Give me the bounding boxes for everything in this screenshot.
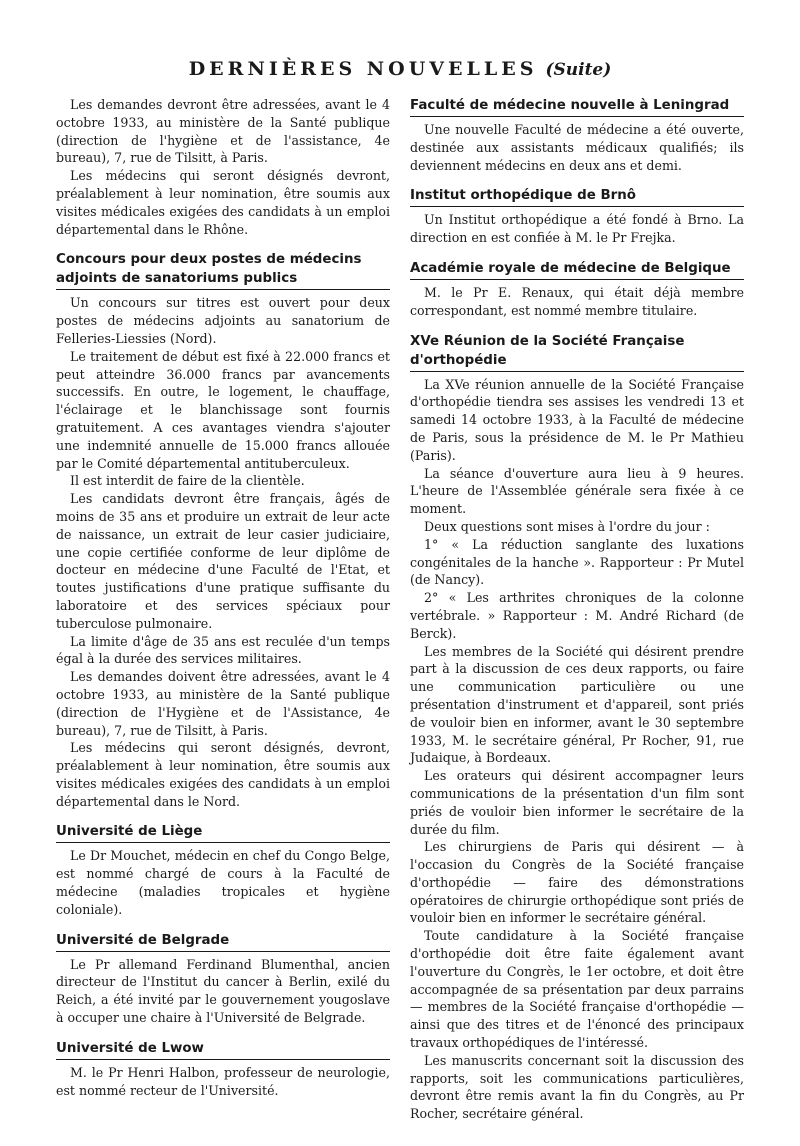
- left-column: [56, 96, 390, 1099]
- paragraph: Les demandes devront être adressées, avant le 4 octobre 1933, au ministère de la Santé publique (direction de l'hygiène et de l'assistance, 4e bureau), 7, rue de Tilsitt, à Paris.: [56, 97, 390, 166]
- paragraph: Les chirurgiens de Paris qui désirent — à l'occasion du Congrès de la Société française d'orthopédie — faire des démonstrations opératoires de chirurgie orthopédique sont priés de vouloir bien en informer le secrétaire général.: [410, 839, 744, 926]
- paragraph: Les médecins qui seront désignés devront, préalablement à leur nomination, être soumis aux visites médicales exigées des candidats à un emploi départemental dans le Rhône.: [56, 168, 390, 237]
- paragraph: Les médecins qui seront désignés, devront, préalablement à leur nomination, être soumis aux visites médicales exigées des candidats à un emploi départemental dans le Nord.: [56, 740, 390, 809]
- paragraph: Les manuscrits concernant soit la discussion des rapports, soit les communications particulières, devront être remis avant la fin du Congrès, au Pr Rocher, secrétaire général.: [410, 1052, 744, 1122]
- section-heading-belgique: Académie royale de médecine de Belgique: [410, 259, 744, 280]
- paragraph: La XVe réunion annuelle de la Société Française d'orthopédie tiendra ses assises les vendredi 13 et samedi 14 octobre 1933, à la Faculté de médecine de Paris, sous la présidence de M. le Pr Mathieu (Paris).: [410, 376, 744, 463]
- right-column: [410, 96, 744, 1123]
- paragraph: Les demandes doivent être adressées, avant le 4 octobre 1933, au ministère de la Santé publique (direction de l'Hygiène et de l'Assistance, 4e bureau), 7, rue de Tilsitt, à Paris.: [56, 669, 390, 738]
- paragraph: Deux questions sont mises à l'ordre du jour :: [424, 518, 710, 534]
- paragraph: 2° « Les arthrites chroniques de la colonne vertébrale. » Rapporteur : M. André Richard (de Berck).: [410, 590, 744, 641]
- masthead-suite: (Suite): [545, 60, 612, 80]
- paragraph: Les orateurs qui désirent accompagner leurs communications de la présentation d'un film sont priés de vouloir bien informer le secrétaire de la durée du film.: [410, 768, 744, 837]
- masthead: [0, 58, 800, 80]
- paragraph: Le traitement de début est fixé à 22.000 francs et peut atteindre 36.000 francs par avancements successifs. En outre, le logement, le chauffage, l'éclairage et le blanchissage sont fournis gratuitement. A ces avantages viendra s'ajouter une indemnité annuelle de 15.000 francs allouée par le Comité départemental antituberculeux.: [56, 348, 390, 471]
- section-heading-lwow: Université de Lwow: [56, 1039, 390, 1060]
- section-heading-concours: Concours pour deux postes de médecins adjoints de sanatoriums publics: [56, 250, 390, 290]
- paragraph: Le Dr Mouchet, médecin en chef du Congo Belge, est nommé chargé de cours à la Faculté de médecine (maladies tropicales et hygiène coloniale).: [56, 848, 390, 917]
- masthead-title: DERNIÈRES NOUVELLES: [188, 58, 538, 80]
- section-heading-belgrade: Université de Belgrade: [56, 931, 390, 952]
- paragraph: Un concours sur titres est ouvert pour deux postes de médecins adjoints au sanatorium de Felleries-Liessies (Nord).: [56, 295, 390, 346]
- paragraph: Une nouvelle Faculté de médecine a été ouverte, destinée aux assistants médicaux qualifiés; ils deviennent médecins en deux ans et demi.: [410, 122, 744, 173]
- paragraph: Les candidats devront être français, âgés de moins de 35 ans et produire un extrait de leur acte de naissance, un extrait de leur casier judiciaire, une copie certifiée conforme de leur diplôme de docteur en médecine d'une Faculté de l'Etat, et toutes justifications d'une pratique suffisante du laboratoire et des services spéciaux pour tuberculose pulmonaire.: [56, 491, 390, 631]
- paragraph: Il est interdit de faire de la clientèle.: [70, 473, 305, 489]
- paragraph: M. le Pr E. Renaux, qui était déjà membre correspondant, est nommé membre titulaire.: [410, 284, 744, 318]
- section-heading-brno: Institut orthopédique de Brnô: [410, 186, 744, 207]
- paragraph: Un Institut orthopédique a été fondé à Brno. La direction en est confiée à M. le Pr Frejka.: [410, 212, 744, 246]
- section-heading-liege: Université de Liège: [56, 822, 390, 843]
- paragraph: 1° « La réduction sanglante des luxations congénitales de la hanche ». Rapporteur : Pr Mutel (de Nancy).: [410, 536, 744, 588]
- paragraph: La séance d'ouverture aura lieu à 9 heures. L'heure de l'Assemblée générale sera fixée à ce moment.: [410, 465, 744, 517]
- paragraph: Toute candidature à la Société française d'orthopédie doit être faite également avant l'ouverture du Congrès, le 1er octobre, et doit être accompagnée de sa présentation par deux parrains — membres de la Société française d'orthopédie — ainsi que des titres et de l'énoncé des principaux travaux orthopédiques de l'intéressé.: [410, 928, 744, 1051]
- section-heading-leningrad: Faculté de médecine nouvelle à Leningrad: [410, 96, 744, 117]
- paragraph: Le Pr allemand Ferdinand Blumenthal, ancien directeur de l'Institut du cancer à Berlin, exilé du Reich, a été invité par le gouvernement yougoslave à occuper une chaire à l'Université de Belgrade.: [56, 956, 390, 1026]
- paragraph: La limite d'âge de 35 ans est reculée d'un temps égal à la durée des services militaires.: [56, 633, 390, 667]
- paragraph: Les membres de la Société qui désirent prendre part à la discussion de ces deux rapports, ou faire une communication particulière ou une présentation d'instrument et d'appareil, sont priés de vouloir bien en informer, avant le 30 septembre 1933, M. le secrétaire général, Pr Rocher, 91, rue Judaique, à Bordeaux.: [410, 643, 744, 766]
- paragraph: M. le Pr Henri Halbon, professeur de neurologie, est nommé recteur de l'Université.: [56, 1064, 390, 1098]
- section-heading-reunion: XVe Réunion de la Société Française d'orthopédie: [410, 332, 744, 372]
